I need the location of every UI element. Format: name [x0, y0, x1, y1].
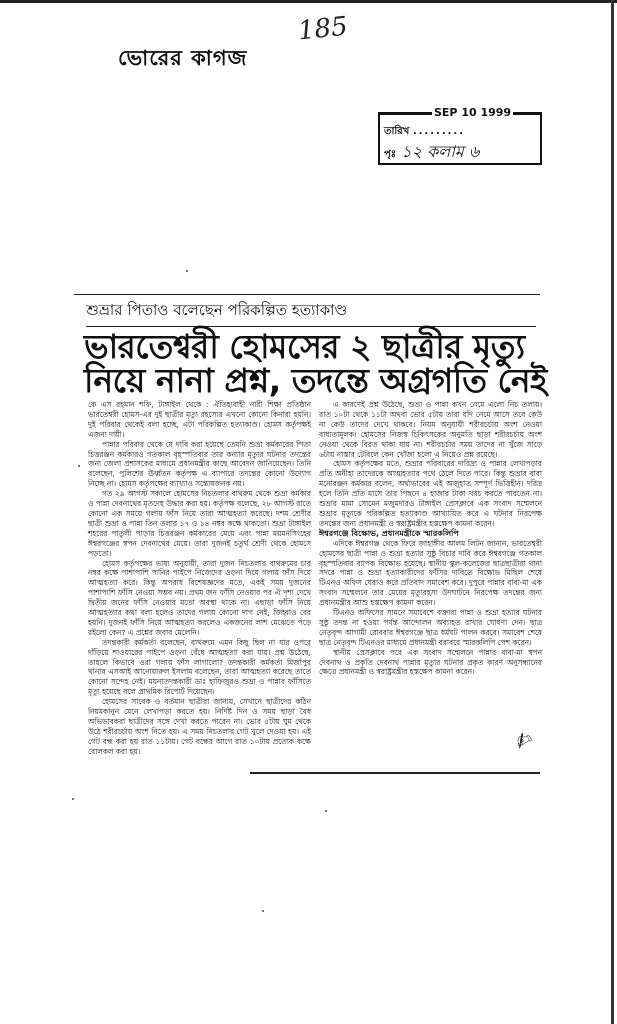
scan-speck	[325, 810, 327, 812]
handwritten-page-number: 185	[296, 11, 350, 47]
headline-line-1: ভারতেশ্বরী হোমসের ২ ছাত্রীর মৃত্যু	[84, 327, 525, 366]
article-paragraph: কে এস রহমান শফি, টাঙ্গাইল থেকে : ঐতিহ্যবাহী নারী শিক্ষা প্রতিষ্ঠান ভারতেশ্বরী হোমস-এর দুই ছাত্রীর মৃত্যু রহস্যের এখনো কোনো কিনারা হয়নি। দুই পরিবার থেকেই বলা হচ্ছে, এটা পরিকল্পিত হত্যাকাণ্ড। হোমস কর্তৃপক্ষই এজন্য দায়ী।	[88, 400, 311, 439]
article-paragraph: স্থানীয় প্রেসক্লাবে পরে এক সংবাদ সম্মেলনে পান্নার বাবা-মা স্বপন দেবনাথ ও প্রকৃতি দেবনাথ পান্নার মৃত্যুর ঘটনার প্রকৃত কারণ অনুসন্ধানের ক্ষেত্রে প্রধানমন্ত্রী ও স্বরাষ্ট্রমন্ত্রীর হস্তক্ষেপ কামনা করেন।	[319, 647, 542, 677]
date-stamp	[378, 106, 542, 165]
stamp-date-label: তারিখ	[384, 126, 410, 137]
stamp-page-label: পৃঃ	[384, 149, 397, 160]
article-paragraph: গত ২৯ আগস্ট সকালে হোমসের নিচতলার বাথরুম থেকে শুভ্রা কর্মকার ও পান্না দেবনাথের মৃতদেহ উদ্ধার করা হয়। কর্তৃপক্ষ বলেছে, ২৮ আগস্ট রাতে কোনো এক সময়ে গলায় ফাঁস নিয়ে তারা আত্মহত্যা করেছে। দশম শ্রেণীর ছাত্রী শুভ্রা ও পান্না তিন তলার ১৭ ও ১৪ নম্বর কক্ষে থাকতো। শুভ্রা টাঙ্গাইল শহরের পাতুলী পাড়ার চিত্তরঞ্জন কর্মকারের মেয়ে এবং পান্না ময়মনসিংহের ঈশ্বরগঞ্জের স্বপন দেবনাথের মেয়ে। তারা দুজনই চতুর্থ শ্রেণী থেকে হোমসে পড়তো।	[88, 489, 311, 558]
stamp-page-value: ১২ কলাম ৬	[401, 142, 480, 161]
article-paragraph: তদন্তকারী কর্মকর্তা বলেছেন, বাথরুমে এমন কিছু ছিল না যার ওপরে দাঁড়িয়ে শাওয়ারের পাইপে ওড়না বেঁধে আত্মহত্যা করা যায়। প্রশ্ন উঠেছে, তাহলে কিভাবে ওরা গলায় ফাঁস লাগালো? তদন্তকারী কর্মকর্তা মির্জাপুর থানার এসআই আনোয়ারুল ইসলাম বলেছেন, তারা আত্মহত্যা করেছে তাতে কোনো সন্দেহ নেই। ময়নাতদন্তকারী ডাঃ হাফিজুরও শুভ্রা ও পান্নার ফাঁসিতে মৃত্যু হয়েছে বলে প্রাথমিক রিপোর্ট দিয়েছেন।	[88, 637, 311, 697]
article-subhead: ঈশ্বরগঞ্জে বিক্ষোভ, প্রধানমন্ত্রীকে স্মারকলিপি	[319, 528, 459, 538]
scan-speck	[72, 798, 74, 800]
article-paragraph: টিএনও অফিসের সামনে সমাবেশে বক্তারা পান্না ও শুভ্রা হত্যার ঘটনার সুষ্ঠু তদন্ত না হওয়া পর্যন্ত আন্দোলন অব্যাহত রাখার ঘোষণা দেন। ছাত্র নেতৃবৃন্দ আগামী রোববার ঈশ্বরগঞ্জে ছাত্র ধর্মঘট পালন করবে। সমাবেশ শেষে ছাত্র নেতৃবৃন্দ টিএনওর মাধ্যমে প্রধানমন্ত্রী বরাবরে স্মারকলিপি পেশ করেন।	[319, 608, 542, 647]
handwritten-mark: ✍	[510, 725, 537, 755]
article-end-rule	[250, 772, 540, 774]
article-paragraph: হোমসের সাবেক ও বর্তমান ছাত্রীরা জানায়, সেখানে ছাত্রীদের কঠিন নিয়মকানুন মেনে লেখাপড়া করতে হয়। নির্দিষ্ট দিন ও সময় ছাড়া বৈধ অভিভাবকরা ছাত্রীদের সঙ্গে দেখা করতে পারেন না। ভোর ৫টায় ঘুম থেকে উঠে শরীরচর্চায় অংশ নিতে হয়। এ সময় নিচতলার গেট খুলে দেওয়া হয়। এই গেট বন্ধ করা হয় রাত ১১টায়। গেট বন্ধের আগে রাত ১০টায় প্রত্যেক কক্ষে রোলকল করা হয়।	[88, 697, 311, 756]
article-header	[74, 294, 547, 400]
scan-edge-top	[0, 0, 617, 3]
stamp-date: SEP 10 1999	[434, 106, 512, 119]
newspaper-name: ভোরের কাগজ	[118, 46, 248, 70]
headline-line-2: নিয়ে নানা প্রশ্ন, তদন্তে অগ্রগতি নেই	[84, 361, 547, 400]
article-paragraph: এ কারণেই প্রশ্ন উঠেছে, শুভ্রা ও পান্না কখন নেমে এলো নিচ তলায়। রাত ১০টা থেকে ১১টা অথবা ভোর ৫টায় তারা যদি নেমে আসে তবে কেউ না কেউ তাদের দেখে থাকবে। নিয়ম অনুযায়ী শরীরচর্চায় অংশ নেওয়া বাধ্যতামূলক। হোমসের নিজস্ব চিকিৎসকের অনুমতি ছাড়া শরীরচর্চায় অংশ নেওয়া থেকে বিরত থাকা যায় না। শরীরচর্চার সময় তাদের না খুঁজে সাড়ে ৬টায় নাস্তার টেবিলে কেন খোঁজা হলো এ নিয়েও প্রশ্ন রয়েছে।	[319, 400, 542, 459]
scan-speck	[262, 910, 264, 912]
scan-speck	[186, 270, 188, 272]
article-kicker: শুভ্রার পিতাও বলেছেন পরিকল্পিত হত্যাকাণ্ড	[86, 299, 536, 327]
article-paragraph: হোমস কর্তৃপক্ষের ভাষ্য অনুযায়ী, তারা দুজন নিচতলার বাথরুমের চার নম্বর কক্ষে পাশাপাশি পানির পাইপে নিজেদের ওড়না দিয়ে গলায় ফাঁস দিয়ে আত্মহত্যা করে। কিন্তু অপরাধ বিশেষজ্ঞদের মতে, একই সময় দুজনের পাশাপাশি ফাঁসি নেওয়া সম্ভব নয়। প্রথম জন ফাঁসি নেওয়ার পর ঐ দৃশ্য দেখে দ্বিতীয় জনের ফাঁসি নেওয়ার মতো অবস্থা থাকে না। এছাড়া ফাঁসি নিয়ে আত্মহত্যার কথা বলা হলেও তাদের গলায় কোনো দাগ নেই, জিহ্বাও বের হয়নি। দুজনই ফাঁসি নিয়ে আত্মহত্যা করলেও একজনের লাশ মেঝেতে পড়ে রইলো কেন? এ প্রশ্নের জবাব মেলেনি।	[88, 558, 311, 637]
scan-edge-right	[611, 0, 614, 1024]
article-paragraph: পান্নার পরিবার থেকে যে দাবি করা হয়েছে তেমনি শুভ্রা কর্মকারের পিতা চিত্তরঞ্জন কর্মকারও গতকাল বৃহস্পতিবার তার কন্যার মৃত্যুর ঘটনার তদন্তের জন্য জেলা প্রশাসকের মাধ্যমে প্রধানমন্ত্রীর কাছে আবেদন জানিয়েছেন। তিনি বলেছেন, পুলিশের ঊর্ধ্বতন কর্তৃপক্ষ এ ব্যাপারে তদন্তের কোনো উদ্যোগ নিচ্ছে না। হোমস কর্তৃপক্ষের ব্যাখ্যাও সন্তোষজনক নয়।	[88, 439, 311, 489]
stamp-date-row: তারিখ .........	[384, 126, 466, 137]
stamp-page-row	[384, 139, 479, 166]
article-body	[88, 400, 542, 772]
scan-speck	[78, 465, 80, 467]
article-paragraph: হোমস কর্তৃপক্ষের মতে, শুভ্রার পরিবারের দারিদ্র্য ও পান্নার লেখাপড়ার প্রতি অনীহা তাদেরকে আত্মহত্যার পথে ঠেলে দিতে পারে। কিন্তু শুভ্রার বাবা মনোরঞ্জন কর্মকার বলেন, অর্থাভাবের এই অজুহাত সম্পূর্ণ ভিত্তিহীন। দরিদ্র হলে তিনি প্রতি মাসে তার পিছনে ৪ হাজার টাকা খরচ করতে পারতেন না। শুভ্রার মামা সোমেন মজুমদারও টাঙ্গাইল প্রেসক্লাবে এক সংবাদ সম্মেলনে শুভ্রার মৃত্যুকে পরিকল্পিত হত্যাকাণ্ড আখ্যায়িত করে এ ঘটনার নিরপেক্ষ তদন্তের জন্য প্রধানমন্ত্রী ও স্বরাষ্ট্রমন্ত্রীর হস্তক্ষেপ কামনা করেন।	[319, 459, 542, 528]
article-paragraph: এদিকে ঈশ্বরগঞ্জ থেকে ফিরে জাহাঙ্গীর আলম লিটন জানান, ভারতেশ্বরী হোমসের ছাত্রী পান্না ও শুভ্রা হত্যার সুষ্ঠু বিচার দাবি করে ঈশ্বরগঞ্জে গতকাল বৃহস্পতিবার ব্যাপক বিক্ষোভ হয়েছে। স্থানীয় স্কুল-কলেজের ছাত্রছাত্রীরা থানা সদরে পান্না ও শুভ্রা হত্যাকারীদের ফাঁসির দাবিতে বিক্ষোভ মিছিল শেষে টিএনও অফিস ঘেরাও করে প্রতিবাদ সমাবেশ করে। দুপুরে পান্নার বাবা-মা এক সংবাদ সম্মেলনে তার মেয়ের মৃত্যুরহস্য উদঘাটনে নিরপেক্ষ তদন্তের জন্য প্রধানমন্ত্রীর আশু হস্তক্ষেপ কামনা করেন।	[319, 538, 542, 608]
